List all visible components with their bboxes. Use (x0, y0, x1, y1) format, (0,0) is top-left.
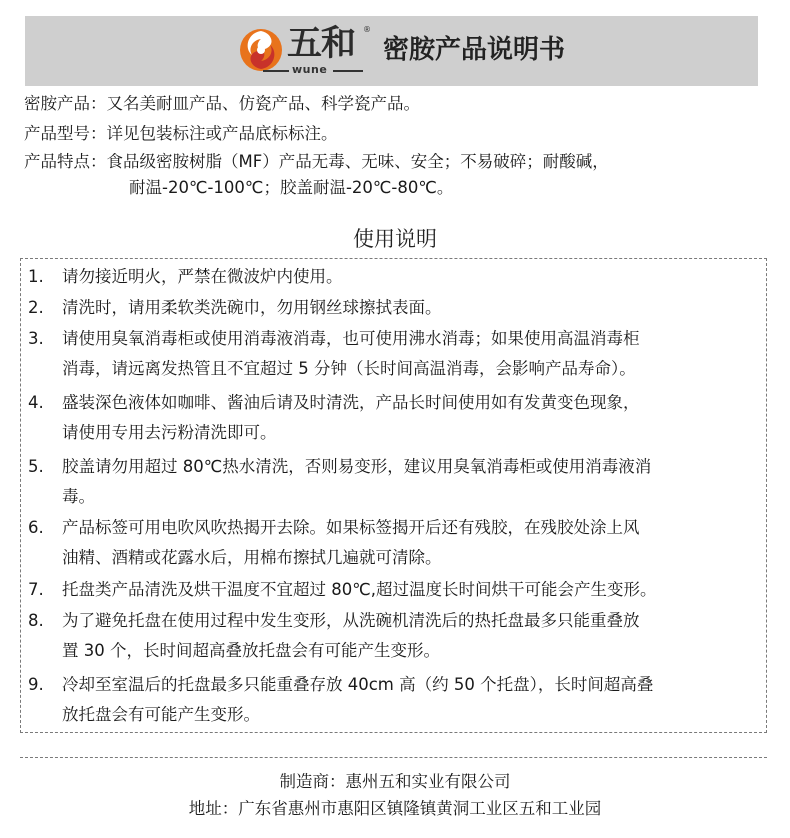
item-text: 置 30 个，长时间超高叠放托盘会有可能产生变形。 (62, 641, 440, 660)
item-text: 毒。 (62, 487, 95, 506)
footer-divider (20, 757, 767, 758)
item-number: 4. (28, 393, 44, 412)
item-text: 油精、酒精或花露水后，用棉布擦拭几遍就可清除。 (62, 548, 442, 567)
item-number: 5. (28, 457, 44, 476)
item-text: 消毒，请远离发热管且不宜超过 5 分钟（长时间高温消毒，会影响产品寿命）。 (62, 359, 636, 378)
item-number: 9. (28, 675, 44, 694)
item-text: 放托盘会有可能产生变形。 (62, 705, 260, 724)
item-number: 1. (28, 267, 44, 286)
item-text: 请使用专用去污粉清洗即可。 (62, 423, 277, 442)
info-line-model: 产品型号：详见包装标注或产品底标标注。 (24, 124, 338, 143)
registered-mark: ® (363, 25, 371, 34)
item-number: 2. (28, 298, 44, 317)
manufacturer-line: 制造商：惠州五和实业有限公司 (279, 772, 511, 791)
header-band (25, 16, 758, 86)
brand-name: 五和 (287, 24, 356, 64)
item-number: 8. (28, 611, 44, 630)
item-text: 托盘类产品清洗及烘干温度不宜超过 80℃,超过温度长时间烘干可能会产生变形。 (62, 580, 657, 599)
item-text: 冷却至室温后的托盘最多只能重叠存放 40cm 高（约 50 个托盘），长时间超高叠 (62, 675, 654, 694)
info-line-features-cont: 耐温-20℃-100℃；胶盖耐温-20℃-80℃。 (129, 178, 454, 197)
section-title: 使用说明 (353, 227, 437, 251)
brand-logo-icon (238, 27, 284, 73)
item-number: 3. (28, 329, 44, 348)
item-text: 请勿接近明火，严禁在微波炉内使用。 (62, 267, 343, 286)
page-title: 密胺产品说明书 (383, 35, 566, 65)
brand-subname: wune (292, 63, 328, 76)
item-text: 请使用臭氧消毒柜或使用消毒液消毒，也可使用沸水消毒；如果使用高温消毒柜 (62, 329, 640, 348)
item-text: 胶盖请勿用超过 80℃热水清洗，否则易变形，建议用臭氧消毒柜或使用消毒液消 (62, 457, 652, 476)
item-text: 清洗时，请用柔软类洗碗巾，勿用钢丝球擦拭表面。 (62, 298, 442, 317)
info-line-features: 产品特点：食品级密胺树脂（MF）产品无毒、无味、安全；不易破碎；耐酸碱， (24, 152, 609, 171)
logo-line-right (333, 70, 363, 72)
item-text: 为了避免托盘在使用过程中发生变形，从洗碗机清洗后的热托盘最多只能重叠放 (62, 611, 640, 630)
item-number: 6. (28, 518, 44, 537)
item-text: 产品标签可用电吹风吹热揭开去除。如果标签揭开后还有残胶，在残胶处涂上风 (62, 518, 640, 537)
address-line: 地址：广东省惠州市惠阳区镇隆镇黄洞工业区五和工业园 (188, 799, 602, 818)
info-line-name: 密胺产品：又名美耐皿产品、仿瓷产品、科学瓷产品。 (24, 94, 420, 113)
item-number: 7. (28, 580, 44, 599)
logo-line-left (263, 70, 289, 72)
item-text: 盛装深色液体如咖啡、酱油后请及时清洗，产品长时间使用如有发黄变色现象， (62, 393, 640, 412)
